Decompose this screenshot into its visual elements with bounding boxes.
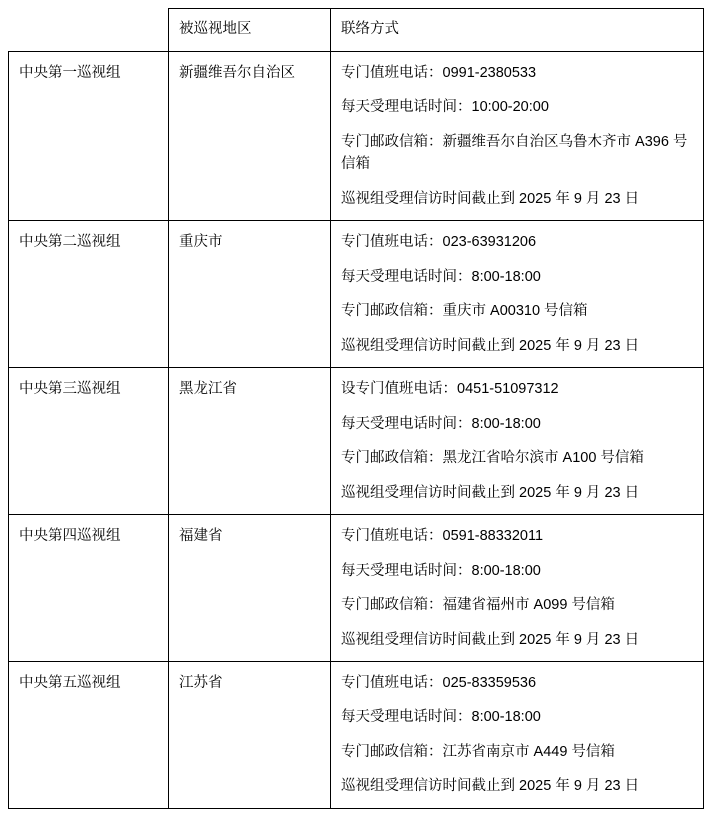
column-header-team <box>9 9 169 52</box>
contact-mailbox: 专门邮政信箱：新疆维吾尔自治区乌鲁木齐市 A396 号信箱 <box>341 133 688 173</box>
contact-phone: 专门值班电话：025-83359536 <box>341 674 537 691</box>
contact-deadline: 巡视组受理信访时间截止到 2025 年 9 月 23 日 <box>341 631 640 648</box>
table-header <box>9 9 704 52</box>
table-row <box>9 368 704 515</box>
contact-deadline: 巡视组受理信访时间截止到 2025 年 9 月 23 日 <box>341 337 640 354</box>
column-header-region: 被巡视地区 <box>169 9 331 52</box>
contact-details <box>331 515 704 662</box>
table-row <box>9 661 704 808</box>
contact-deadline: 巡视组受理信访时间截止到 2025 年 9 月 23 日 <box>341 778 640 795</box>
inspection-team-name: 中央第二巡视组 <box>9 221 169 368</box>
contact-hours: 每天受理电话时间：8:00-18:00 <box>341 562 541 579</box>
contact-hours: 每天受理电话时间：8:00-18:00 <box>341 709 541 726</box>
inspection-team-name: 中央第五巡视组 <box>9 661 169 808</box>
table-body <box>9 52 704 809</box>
contact-deadline: 巡视组受理信访时间截止到 2025 年 9 月 23 日 <box>341 484 640 501</box>
inspected-region: 重庆市 <box>169 221 331 368</box>
contact-details <box>331 368 704 515</box>
inspection-team-name: 中央第四巡视组 <box>9 515 169 662</box>
contact-mailbox: 专门邮政信箱：福建省福州市 A099 号信箱 <box>341 597 615 614</box>
contact-hours: 每天受理电话时间：8:00-18:00 <box>341 268 541 285</box>
table-header-row <box>9 9 704 52</box>
central-inspection-teams-table <box>8 8 704 809</box>
inspected-region: 江苏省 <box>169 661 331 808</box>
contact-details <box>331 52 704 221</box>
inspected-region: 黑龙江省 <box>169 368 331 515</box>
contact-phone: 专门值班电话：0591-88332011 <box>341 528 544 545</box>
table-row <box>9 52 704 221</box>
column-header-contact: 联络方式 <box>331 9 704 52</box>
contact-phone: 专门值班电话：023-63931206 <box>341 234 537 251</box>
contact-details <box>331 221 704 368</box>
contact-phone: 设专门值班电话：0451-51097312 <box>341 381 559 398</box>
inspection-team-name: 中央第三巡视组 <box>9 368 169 515</box>
table-row <box>9 221 704 368</box>
contact-mailbox: 专门邮政信箱：重庆市 A00310 号信箱 <box>341 303 588 320</box>
contact-hours: 每天受理电话时间：10:00-20:00 <box>341 99 549 116</box>
contact-mailbox: 专门邮政信箱：黑龙江省哈尔滨市 A100 号信箱 <box>341 450 644 467</box>
inspected-region: 新疆维吾尔自治区 <box>169 52 331 221</box>
contact-phone: 专门值班电话：0991-2380533 <box>341 65 537 81</box>
contact-mailbox: 专门邮政信箱：江苏省南京市 A449 号信箱 <box>341 743 615 760</box>
inspection-team-name: 中央第一巡视组 <box>9 52 169 221</box>
contact-deadline: 巡视组受理信访时间截止到 2025 年 9 月 23 日 <box>341 190 640 207</box>
inspected-region: 福建省 <box>169 515 331 662</box>
table-row <box>9 515 704 662</box>
contact-hours: 每天受理电话时间：8:00-18:00 <box>341 415 541 432</box>
contact-details <box>331 661 704 808</box>
